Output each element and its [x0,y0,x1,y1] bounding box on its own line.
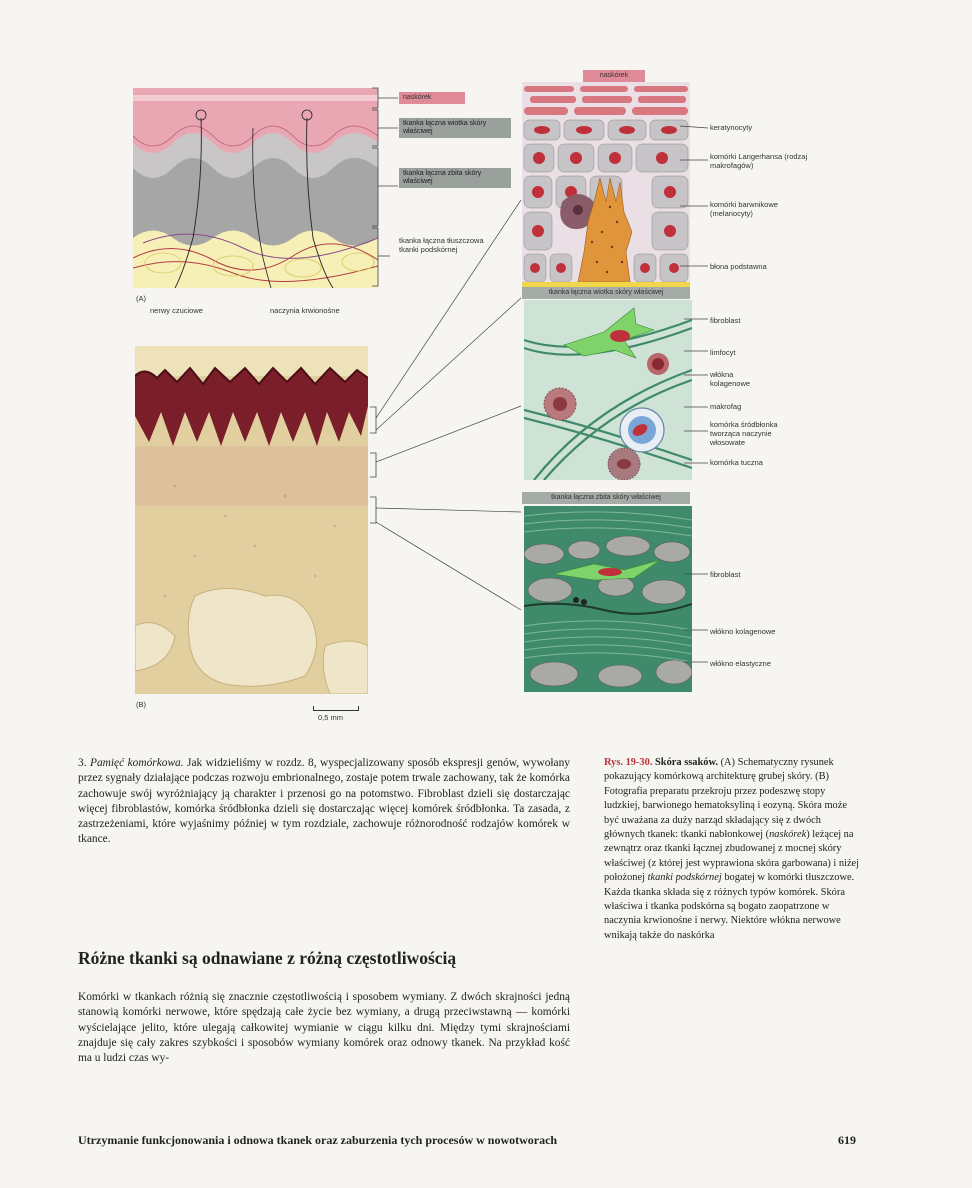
label-collagen-fibre: włókno kolagenowe [710,627,776,636]
para1-body: Jak widzieliśmy w rozdz. 8, wyspecjalizowany sposób ekspresji genów, wywołany przez sygnały działające podczas rozwoju embrionalnego, zostaje potem trwale zachowany, tak że komórka zachowuje swój wyróżniający ją charakter i przenosi go na potomstwo. Fibroblast dzieli się dostarczając więcej fibroblastów, komórka śródbłonka dzieli się dostarczając więcej komórek śródbłonka. Ta zasada, z zastrzeżeniami, które wyjaśnimy później w tym rozdziale, zachowuje różnorodność rodzajów komórek w tkance. [78,757,570,846]
caption-italic-2: tkanki podskórnej [647,872,722,884]
label-vessels: naczynia krwionośne [270,306,340,315]
label-langerhans: komórki Langerhansa (rodzaj makrofagów) [710,152,808,170]
caption-text-1: (A) Schematyczny rysunek pokazujący komórkową architekturę grubej skóry. (B) Fotografia preparatu przekroju przez podeszwę stopy ludzkiej, barwionego hematoksyliną i eozyną. Skóra może być uważana za duży narząd składający się z dwóch głównych tkanek: tkanki nabłonkowej ( [604,757,847,841]
skin-micrograph-b [135,346,368,694]
label-elastic-fibre: włókno elastyczne [710,659,771,668]
detail-loose-ct [524,300,692,480]
detail1-leaders [680,120,710,280]
paragraph-cell-memory [78,756,570,848]
caption-fig-number: Rys. 19-30. [604,757,653,768]
label-epidermis-a: naskórek [399,92,465,104]
paragraph-tissue-renewal: Komórki w tkankach różnią się znacznie częstotliwością i sposobem wymiany. Z dwóch skrajności jedną stanowią komórki nerwowe, które spędzają całe życie bez wymiany, a drugą przeciwstawną — komórki wyścielające jelito, które ulegają całkowitej wymianie w ciągu kilku dni. Między tymi skrajnościami znajduje się cały zakres szybkości i sposobów wymiany komórek oraz odnowy tkanek. Na przykład kość ma u ludzi czas wy- [78,991,570,1065]
para1-term: Pamięć komórkowa. [90,757,184,769]
detail3-top-tag: tkanka łączna zbita skóry właściwej [522,492,690,504]
label-fibroblast-3: fibroblast [710,570,741,579]
label-macrophage: makrofag [710,402,742,411]
label-loose-ct-a: tkanka łączna wiotka skóry właściwej [399,118,511,138]
caption-text-3: bogatej w komórki tłuszczowe. Każda tkanka składa się z różnych typów komórek. Skóra właściwa i tkanka podskórna są bogato zaopatrzone w naczynia krwionośne i nerwy. Niektóre włókna nerwowe wnikają także do naskórka [604,872,855,941]
detail-dense-ct [524,506,692,692]
detail2-top-tag: tkanka łączna wiotka skóry właściwej [522,287,690,299]
skin-schematic-a [133,88,378,288]
label-nerves: nerwy czuciowe [150,306,203,315]
detail-epidermis [522,82,690,290]
panel-b-letter: (B) [136,700,146,709]
scale-bar [313,706,359,711]
label-keratinocytes: keratynocyty [710,123,753,132]
detail1-top-tag: naskórek [583,70,645,82]
panel-a-letter: (A) [136,294,146,303]
label-fibroblast-2: fibroblast [710,316,741,325]
detail3-leaders [684,570,710,670]
connector-lines [376,200,526,620]
label-collagen-fibres: włókna kolagenowe [710,370,751,388]
section-heading: Różne tkanki są odnawiane z różną częstotliwością [78,948,457,968]
scale-bar-label: 0,5 mm [318,713,344,722]
caption-text-2: ) leżącej na zewnątrz oraz tkanki łącznej zbudowanej z mocnej skóry właściwej (z której jest wyprawiona skóra garbowana) i niżej położonej [604,829,860,884]
detail2-leaders [684,315,710,470]
running-footer-title: Utrzymanie funkcjonowania i odnowa tkanek oraz zaburzenia tych procesów w nowotworach [78,1133,558,1147]
label-basal-lamina: błona podstawna [710,262,767,271]
label-melanocytes: komórki barwnikowe (melanocyty) [710,200,778,218]
label-dense-ct-a: tkanka łączna zbita skóry właściwej [399,168,511,188]
label-mast-cell: komórka tuczna [710,458,763,467]
figure-caption [604,756,862,943]
para1-number: 3. [78,757,87,769]
label-endothelial: komórka śródbłonka tworząca naczynie włosowate [710,420,778,447]
label-lymphocyte: limfocyt [710,348,736,357]
caption-title: Skóra ssaków. [655,757,718,768]
page-number: 619 [838,1133,856,1147]
label-fat-ct-a: tkanka łączna tłuszczowa tkanki podskórnej [399,236,484,254]
caption-italic-1: naskórek [769,829,807,841]
